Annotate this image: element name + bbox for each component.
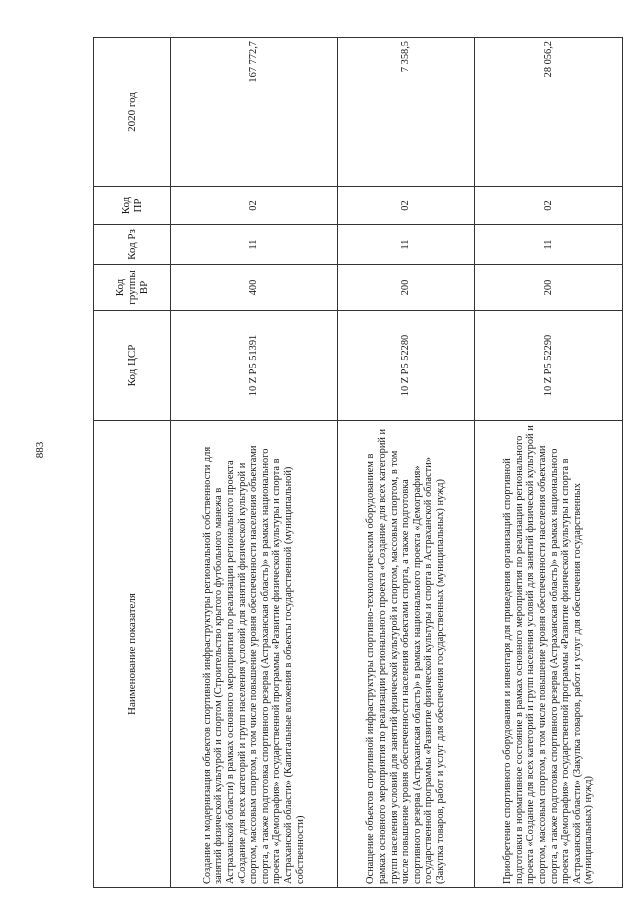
row-name: Оснащение объектов спортивной инфраструктуры спортивно-технологическим оборудованием в рамках основного мероприятия по реализации регионального проекта «Создание для всех категорий и групп населения условий для занятий физической культурой и спортом, массовым спортом, в том числе повышение уровня обеспеченности населения объектами спорта, а также подготовка спортивного резерва (Астраханская область)» в рамках национального проекта «Демография» государственной программы «Развитие физической культуры и спорта в Астраханской области» (Закупка товаров, работ и услуг для обеспечения государственных (муниципальных) нужд): [338, 421, 475, 888]
header-row: [94, 38, 171, 888]
row-pr: 02: [338, 187, 475, 225]
page-number: 883: [34, 441, 46, 459]
row-amount: 167 772,7: [171, 38, 338, 187]
row-rz: 11: [475, 225, 623, 265]
row-pr: 02: [475, 187, 623, 225]
table-row: [475, 38, 623, 888]
table-row: [171, 38, 338, 888]
header-year: 2020 год: [94, 38, 171, 187]
header-rz: Код Рз: [94, 225, 171, 265]
header-name: Наименование показателя: [94, 421, 171, 888]
row-rz: 11: [338, 225, 475, 265]
row-vr: 200: [475, 265, 623, 311]
row-name: Создание и модернизация объектов спортивной инфраструктуры региональной собственности для занятий физической культурой и спортом (Строительство крытого футбольного манежа в Астраханской области) в рамках основного мероприятия по реализации регионального проекта «Создание для всех категорий и групп населения условий для занятий физической культурой и спортом, массовым спортом, в том числе повышение уровня обеспеченности населения объектами спорта, а также подготовка спортивного резерва (Астраханская область)» в рамках национального проекта «Демография» государственной программы «Развитие физической культуры и спорта в Астраханской области» (Капитальные вложения в объекты государственной (муниципальной) собственности): [171, 421, 338, 888]
budget-table: [93, 37, 623, 888]
row-name: Приобретение спортивного оборудования и инвентаря для приведения организаций спортивной подготовки в нормативное состояние в рамках основного мероприятия по реализации регионального проекта «Создание для всех категорий и групп населения условий для занятий физической культурой и спортом, массовым спортом, в том числе повышение уровня обеспеченности населения объектами спорта, а также подготовка спортивного резерва (Астраханская область)» в рамках национального проекта «Демография» государственной программы «Развитие физической культуры и спорта в Астраханской области» (Закупка товаров, работ и услуг для обеспечения государственных (муниципальных) нужд): [475, 421, 623, 888]
row-csr: 10 Z P5 51391: [171, 311, 338, 421]
table-row: [338, 38, 475, 888]
header-csr: Код ЦСР: [94, 311, 171, 421]
row-csr: 10 Z P5 52280: [338, 311, 475, 421]
row-amount: 7 358,5: [338, 38, 475, 187]
header-vr: Код группы ВР: [94, 265, 171, 311]
row-rz: 11: [171, 225, 338, 265]
rotated-table-container: [93, 38, 614, 888]
row-vr: 200: [338, 265, 475, 311]
row-csr: 10 Z P5 52290: [475, 311, 623, 421]
row-vr: 400: [171, 265, 338, 311]
header-pr: Код ПР: [94, 187, 171, 225]
row-amount: 28 056,2: [475, 38, 623, 187]
row-pr: 02: [171, 187, 338, 225]
